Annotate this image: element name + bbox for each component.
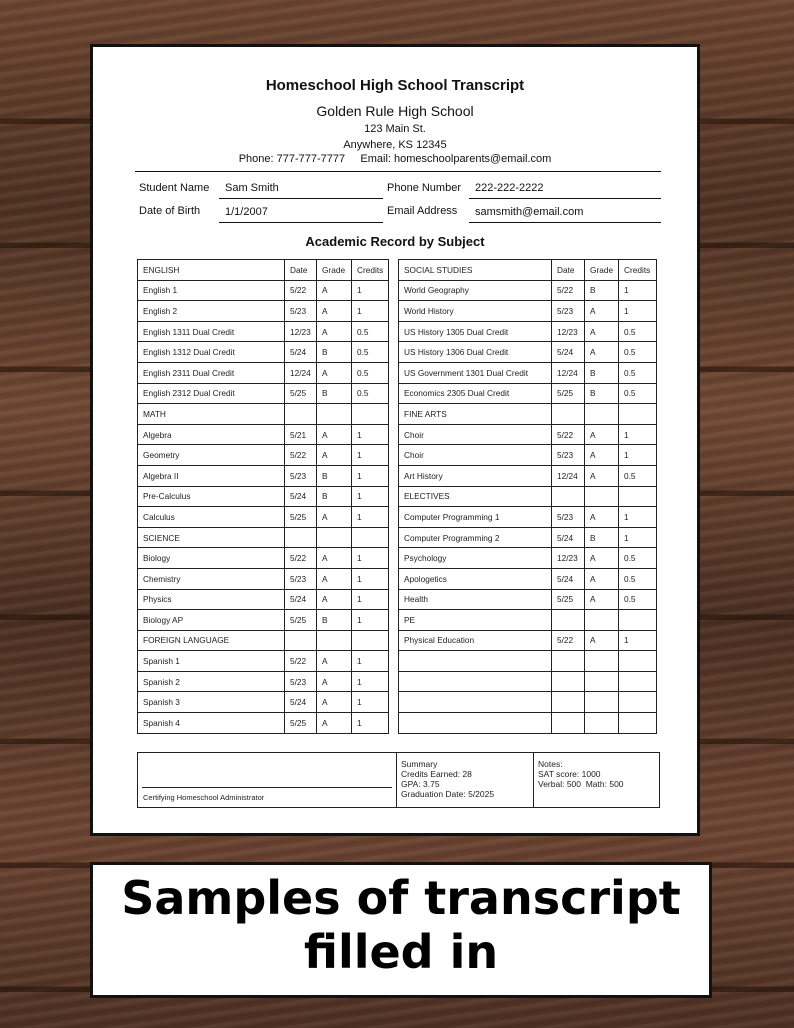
table-row <box>399 260 657 281</box>
table-cell: Computer Programming 1 <box>399 507 552 528</box>
table-cell <box>352 527 389 548</box>
table-cell: 1 <box>352 486 389 507</box>
table-cell <box>619 671 657 692</box>
table-cell: 1 <box>352 610 389 631</box>
phone-number-value: 222-222-2222 <box>475 182 544 194</box>
phone-number-label: Phone Number <box>387 182 461 194</box>
table-cell: SCIENCE <box>138 527 285 548</box>
table-cell: A <box>585 301 619 322</box>
table-cell: US Government 1301 Dual Credit <box>399 362 552 383</box>
table-row <box>399 424 657 445</box>
table-row <box>138 630 389 651</box>
table-row <box>399 404 657 425</box>
table-cell: ENGLISH <box>138 260 285 281</box>
table-cell: B <box>317 342 352 363</box>
table-cell <box>399 713 552 734</box>
table-cell: Psychology <box>399 548 552 569</box>
table-cell: 5/25 <box>285 383 317 404</box>
table-cell: 5/24 <box>285 589 317 610</box>
email-address-value: samsmith@email.com <box>475 206 584 218</box>
table-cell: Spanish 3 <box>138 692 285 713</box>
table-cell: 1 <box>619 445 657 466</box>
table-cell: 0.5 <box>352 321 389 342</box>
table-cell: Grade <box>317 260 352 281</box>
table-cell: A <box>585 321 619 342</box>
table-cell: Spanish 2 <box>138 671 285 692</box>
table-cell: 5/23 <box>552 445 585 466</box>
table-row <box>138 260 389 281</box>
table-cell: FINE ARTS <box>399 404 552 425</box>
table-row <box>138 486 389 507</box>
table-row <box>138 568 389 589</box>
table-cell: 5/25 <box>552 383 585 404</box>
table-cell: Credits <box>619 260 657 281</box>
table-cell: 0.5 <box>619 568 657 589</box>
table-cell <box>585 692 619 713</box>
table-cell <box>352 404 389 425</box>
table-row <box>138 301 389 322</box>
table-row <box>399 692 657 713</box>
table-row <box>399 362 657 383</box>
table-cell: 0.5 <box>619 342 657 363</box>
notes-title: Notes: <box>538 759 563 769</box>
table-cell: 0.5 <box>352 362 389 383</box>
table-cell: 0.5 <box>619 362 657 383</box>
student-name-label: Student Name <box>139 182 210 194</box>
table-cell: 1 <box>352 671 389 692</box>
table-cell: English 2 <box>138 301 285 322</box>
table-cell: A <box>317 548 352 569</box>
student-name-value: Sam Smith <box>225 182 279 194</box>
table-cell: B <box>317 486 352 507</box>
table-cell: 5/23 <box>285 568 317 589</box>
table-row <box>138 465 389 486</box>
table-cell <box>399 692 552 713</box>
table-cell: 5/25 <box>285 610 317 631</box>
table-cell: 5/22 <box>285 548 317 569</box>
table-row <box>399 568 657 589</box>
table-cell: World Geography <box>399 280 552 301</box>
table-row <box>399 507 657 528</box>
table-cell: Spanish 1 <box>138 651 285 672</box>
table-row <box>399 527 657 548</box>
table-cell: 5/23 <box>285 465 317 486</box>
table-row <box>138 362 389 383</box>
table-cell: 12/23 <box>552 321 585 342</box>
table-cell: B <box>585 383 619 404</box>
table-cell: A <box>317 589 352 610</box>
table-cell <box>585 610 619 631</box>
table-cell: A <box>317 445 352 466</box>
table-row <box>138 610 389 631</box>
table-cell <box>552 610 585 631</box>
table-cell: 12/23 <box>285 321 317 342</box>
table-cell: 5/23 <box>552 301 585 322</box>
table-cell: 5/23 <box>552 507 585 528</box>
table-cell <box>619 486 657 507</box>
table-cell <box>399 671 552 692</box>
caption-banner <box>90 862 712 998</box>
table-cell: B <box>585 280 619 301</box>
table-row <box>399 301 657 322</box>
table-cell <box>552 671 585 692</box>
table-row <box>399 321 657 342</box>
table-row <box>138 651 389 672</box>
table-cell: A <box>317 321 352 342</box>
table-cell: Date <box>285 260 317 281</box>
table-cell: 0.5 <box>352 342 389 363</box>
table-row <box>138 548 389 569</box>
table-cell: 5/22 <box>285 445 317 466</box>
table-cell: Grade <box>585 260 619 281</box>
table-cell: 0.5 <box>619 465 657 486</box>
table-cell <box>352 630 389 651</box>
academic-record-title: Academic Record by Subject <box>305 234 485 249</box>
table-cell: Spanish 4 <box>138 713 285 734</box>
table-row <box>399 486 657 507</box>
table-row <box>138 671 389 692</box>
table-cell: FOREIGN LANGUAGE <box>138 630 285 651</box>
table-cell: B <box>317 383 352 404</box>
table-cell: 0.5 <box>352 383 389 404</box>
table-cell <box>619 610 657 631</box>
table-cell: 1 <box>352 713 389 734</box>
table-cell: 5/24 <box>285 486 317 507</box>
table-cell <box>317 630 352 651</box>
table-cell <box>552 713 585 734</box>
right-subjects-table <box>398 259 657 734</box>
notes-details <box>538 759 624 789</box>
table-cell: A <box>317 301 352 322</box>
table-cell: English 2312 Dual Credit <box>138 383 285 404</box>
table-cell: MATH <box>138 404 285 425</box>
table-cell: ELECTIVES <box>399 486 552 507</box>
date-of-birth-line <box>219 222 383 223</box>
table-cell <box>619 404 657 425</box>
table-cell: World History <box>399 301 552 322</box>
table-cell: English 2311 Dual Credit <box>138 362 285 383</box>
table-cell: Apologetics <box>399 568 552 589</box>
table-cell: A <box>585 589 619 610</box>
school-address-city: Anywhere, KS 12345 <box>343 139 447 151</box>
table-cell: 5/24 <box>285 692 317 713</box>
email-address-label: Email Address <box>387 205 458 217</box>
table-cell: 0.5 <box>619 548 657 569</box>
table-cell: 1 <box>352 507 389 528</box>
table-cell: Physics <box>138 589 285 610</box>
table-cell <box>552 486 585 507</box>
table-cell: B <box>585 527 619 548</box>
table-cell <box>552 692 585 713</box>
caption-line-1: Samples of transcript <box>121 871 681 925</box>
table-cell: Economics 2305 Dual Credit <box>399 383 552 404</box>
table-cell: A <box>585 507 619 528</box>
table-cell: A <box>317 671 352 692</box>
table-row <box>138 692 389 713</box>
table-row <box>138 713 389 734</box>
table-cell: 1 <box>352 424 389 445</box>
table-cell: 5/25 <box>552 589 585 610</box>
table-cell: PE <box>399 610 552 631</box>
table-row <box>399 445 657 466</box>
table-cell: Biology <box>138 548 285 569</box>
summary-title: Summary <box>401 759 438 769</box>
table-cell: A <box>317 568 352 589</box>
table-row <box>138 321 389 342</box>
gpa: GPA: 3.75 <box>401 779 440 789</box>
table-cell <box>317 404 352 425</box>
table-cell: A <box>585 465 619 486</box>
table-cell: 12/23 <box>552 548 585 569</box>
table-cell: Art History <box>399 465 552 486</box>
table-cell: English 1312 Dual Credit <box>138 342 285 363</box>
table-cell: A <box>585 342 619 363</box>
table-cell: B <box>317 610 352 631</box>
signature-line <box>142 787 392 788</box>
table-row <box>399 630 657 651</box>
table-cell: 1 <box>619 301 657 322</box>
table-cell: 5/25 <box>285 507 317 528</box>
table-cell <box>585 713 619 734</box>
table-cell: 5/23 <box>285 671 317 692</box>
header-divider <box>135 171 661 172</box>
table-cell: Algebra II <box>138 465 285 486</box>
table-cell: 5/22 <box>285 651 317 672</box>
sat-score: SAT score: 1000 <box>538 769 601 779</box>
table-cell: 0.5 <box>619 383 657 404</box>
table-cell: A <box>317 362 352 383</box>
credits-earned: Credits Earned: 28 <box>401 769 472 779</box>
table-cell: 1 <box>352 280 389 301</box>
date-of-birth-value: 1/1/2007 <box>225 206 268 218</box>
summary-details <box>401 759 494 799</box>
table-row <box>399 280 657 301</box>
table-cell <box>285 630 317 651</box>
left-subjects-table <box>137 259 389 734</box>
table-cell: A <box>317 424 352 445</box>
table-cell <box>399 651 552 672</box>
table-row <box>138 280 389 301</box>
transcript-title: Homeschool High School Transcript <box>265 77 525 94</box>
table-cell: 1 <box>352 548 389 569</box>
summary-divider-right <box>533 753 534 807</box>
table-cell: 5/25 <box>285 713 317 734</box>
table-cell: 1 <box>619 280 657 301</box>
table-cell: 12/24 <box>285 362 317 383</box>
table-row <box>138 424 389 445</box>
summary-divider-left <box>396 753 397 807</box>
table-cell: Date <box>552 260 585 281</box>
table-cell: B <box>317 465 352 486</box>
table-cell: Geometry <box>138 445 285 466</box>
table-row <box>138 445 389 466</box>
table-cell: Choir <box>399 424 552 445</box>
school-name: Golden Rule High School <box>316 103 474 119</box>
table-cell <box>552 404 585 425</box>
table-cell <box>619 713 657 734</box>
table-cell: B <box>585 362 619 383</box>
table-cell: Health <box>399 589 552 610</box>
table-cell: 5/24 <box>285 342 317 363</box>
table-cell: 0.5 <box>619 321 657 342</box>
table-cell: 5/22 <box>552 630 585 651</box>
table-row <box>138 383 389 404</box>
table-cell <box>552 651 585 672</box>
table-cell: SOCIAL STUDIES <box>399 260 552 281</box>
table-cell <box>619 692 657 713</box>
table-cell: Chemistry <box>138 568 285 589</box>
table-cell: Algebra <box>138 424 285 445</box>
table-row <box>138 342 389 363</box>
table-cell: Computer Programming 2 <box>399 527 552 548</box>
table-cell: Pre-Calculus <box>138 486 285 507</box>
table-cell: A <box>317 651 352 672</box>
table-cell: 1 <box>352 692 389 713</box>
table-cell: US History 1305 Dual Credit <box>399 321 552 342</box>
table-cell: 1 <box>619 424 657 445</box>
table-cell: A <box>585 630 619 651</box>
table-cell: 1 <box>619 507 657 528</box>
table-row <box>399 610 657 631</box>
table-cell: 5/22 <box>552 280 585 301</box>
administrator-label: Certifying Homeschool Administrator <box>143 793 265 802</box>
table-cell <box>585 486 619 507</box>
table-row <box>138 589 389 610</box>
table-cell: 1 <box>352 301 389 322</box>
table-row <box>399 465 657 486</box>
table-cell: 0.5 <box>619 589 657 610</box>
table-cell: Physical Education <box>399 630 552 651</box>
table-cell: 5/24 <box>552 568 585 589</box>
summary-box <box>137 752 660 808</box>
caption-line-2: filled in <box>303 925 499 979</box>
table-cell: Calculus <box>138 507 285 528</box>
table-cell: A <box>317 713 352 734</box>
table-cell: A <box>585 445 619 466</box>
table-cell: A <box>585 424 619 445</box>
table-row <box>138 527 389 548</box>
table-cell: A <box>585 548 619 569</box>
table-cell <box>585 404 619 425</box>
table-cell: 5/22 <box>552 424 585 445</box>
table-row <box>399 383 657 404</box>
table-cell: 1 <box>352 465 389 486</box>
table-cell: Choir <box>399 445 552 466</box>
table-cell: 1 <box>619 527 657 548</box>
school-contact: Phone: 777-777-7777 Email: homeschoolparents@email.com <box>238 153 552 165</box>
table-cell: A <box>585 568 619 589</box>
table-cell: Credits <box>352 260 389 281</box>
table-row <box>138 404 389 425</box>
table-cell <box>317 527 352 548</box>
table-cell: 5/24 <box>552 527 585 548</box>
table-row <box>399 589 657 610</box>
table-cell: 5/22 <box>285 280 317 301</box>
table-row <box>399 548 657 569</box>
table-cell: 1 <box>352 445 389 466</box>
student-name-line <box>219 198 383 199</box>
table-row <box>399 342 657 363</box>
table-cell: 5/21 <box>285 424 317 445</box>
table-cell: English 1311 Dual Credit <box>138 321 285 342</box>
table-cell: 12/24 <box>552 465 585 486</box>
table-row <box>399 651 657 672</box>
table-cell: 5/24 <box>552 342 585 363</box>
email-address-line <box>469 222 661 223</box>
table-cell <box>585 651 619 672</box>
table-cell: 1 <box>619 630 657 651</box>
table-cell: English 1 <box>138 280 285 301</box>
table-cell <box>619 651 657 672</box>
table-cell <box>585 671 619 692</box>
phone-number-line <box>469 198 661 199</box>
table-cell: A <box>317 280 352 301</box>
table-cell: 1 <box>352 651 389 672</box>
table-cell: 5/23 <box>285 301 317 322</box>
sat-breakdown: Verbal: 500 Math: 500 <box>538 779 624 789</box>
date-of-birth-label: Date of Birth <box>139 205 201 217</box>
transcript-page <box>90 44 700 836</box>
table-cell: A <box>317 692 352 713</box>
graduation-date: Graduation Date: 5/2025 <box>401 789 495 799</box>
table-cell: 1 <box>352 568 389 589</box>
table-row <box>138 507 389 528</box>
table-cell: 1 <box>352 589 389 610</box>
table-row <box>399 671 657 692</box>
table-cell: Biology AP <box>138 610 285 631</box>
table-cell: US History 1306 Dual Credit <box>399 342 552 363</box>
school-address-street: 123 Main St. <box>364 123 426 135</box>
table-cell <box>285 527 317 548</box>
table-cell <box>285 404 317 425</box>
table-cell: 12/24 <box>552 362 585 383</box>
table-cell: A <box>317 507 352 528</box>
table-row <box>399 713 657 734</box>
